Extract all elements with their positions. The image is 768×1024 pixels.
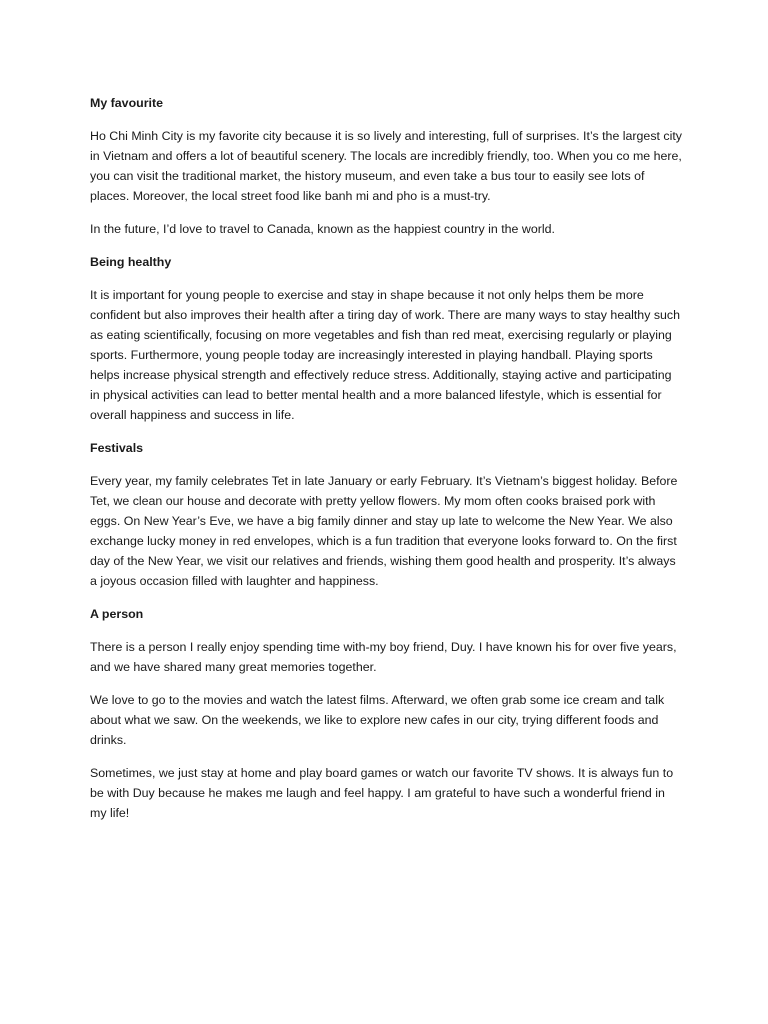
document-page bbox=[90, 93, 682, 836]
paragraph: It is important for young people to exercise and stay in shape because it not only helps them be more confident but also improves their health after a tiring day of work. There are many ways to stay healthy such as eating scientifically, focusing on more vegetables and fish than red meat, exercising regularly or playing sports. Furthermore, young people today are increasingly interested in playing handball. Playing sports helps increase physical strength and effectively reduce stress. Additionally, staying active and participating in physical activities can lead to better mental health and a more balanced lifestyle, which is essential for overall happiness and success in life. bbox=[90, 288, 681, 422]
heading-my-favourite: My favourite bbox=[90, 96, 163, 110]
heading-a-person: A person bbox=[90, 607, 144, 621]
paragraph: In the future, I’d love to travel to Canada, known as the happiest country in the world. bbox=[90, 222, 555, 236]
heading-festivals: Festivals bbox=[90, 441, 144, 455]
heading-being-healthy: Being healthy bbox=[90, 255, 172, 269]
paragraph: We love to go to the movies and watch the latest films. Afterward, we often grab some ice cream and talk about what we saw. On the weekends, we like to explore new cafes in our city, trying different foods and drinks. bbox=[90, 693, 665, 747]
paragraph: Sometimes, we just stay at home and play board games or watch our favorite TV shows. It is always fun to be with Duy because he makes me laugh and feel happy. I am grateful to have such a wonderful friend in my life! bbox=[90, 766, 674, 820]
paragraph: There is a person I really enjoy spending time with-my boy friend, Duy. I have known his for over five years, and we have shared many great memories together. bbox=[90, 640, 677, 674]
paragraph: Every year, my family celebrates Tet in late January or early February. It’s Vietnam’s biggest holiday. Before Tet, we clean our house and decorate with pretty yellow flowers. My mom often cooks braised pork with eggs. On New Year’s Eve, we have a big family dinner and stay up late to welcome the New Year. We also exchange lucky money in red envelopes, which is a fun tradition that everyone looks forward to. On the first day of the New Year, we visit our relatives and friends, wishing them good health and prosperity. It’s always a joyous occasion filled with laughter and happiness. bbox=[90, 474, 678, 588]
paragraph: Ho Chi Minh City is my favorite city because it is so lively and interesting, full of surprises. It’s the largest city in Vietnam and offers a lot of beautiful scenery. The locals are incredibly friendly, too. When you co me here, you can visit the traditional market, the history museum, and even take a bus tour to easily see lots of places. Moreover, the local street food like banh mi and pho is a must-try. bbox=[90, 129, 682, 203]
